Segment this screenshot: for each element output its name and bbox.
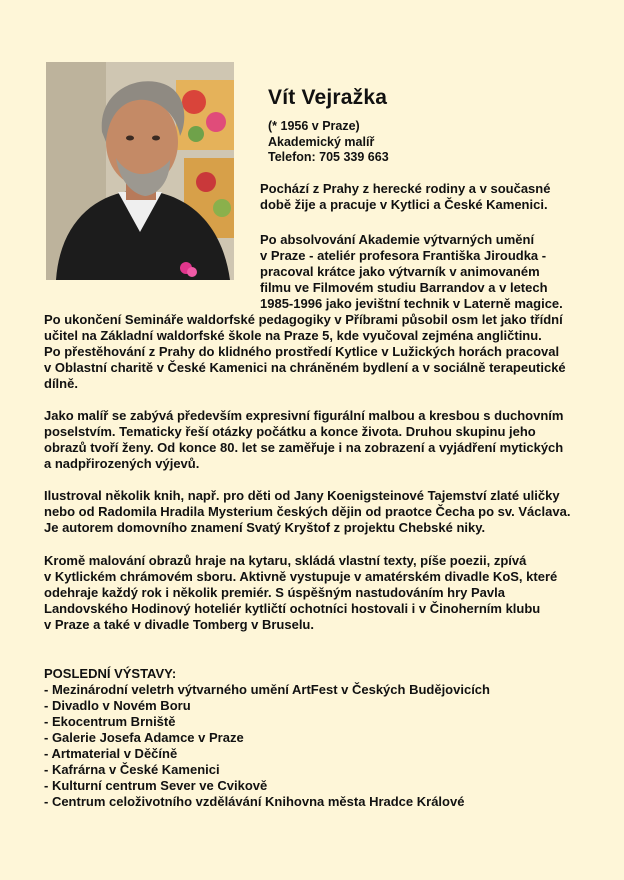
text-line: Ilustroval několik knih, např. pro děti od Jany Koenigsteinové Tajemství zlaté uličky <box>44 488 560 503</box>
exhibition-item: - Mezinárodní veletrh výtvarného umění ArtFest v Českých Budějovicích <box>44 682 490 697</box>
text-line: poselstvím. Tematicky řeší otázky počátku a konce života. Druhou skupinu jeho <box>44 424 536 439</box>
text-line: Kromě malování obrazů hraje na kytaru, skládá vlastní texty, píše poezii, zpívá <box>44 553 527 568</box>
artist-info <box>268 119 389 166</box>
bio-paragraph-2 <box>260 232 563 312</box>
exhibition-item: - Kafrárna v České Kamenici <box>44 762 220 777</box>
exhibition-item: - Galerie Josefa Adamce v Praze <box>44 730 244 745</box>
exhibitions-list <box>44 666 490 810</box>
exhibition-item: - Divadlo v Novém Boru <box>44 698 191 713</box>
text-line: v Praze a také v divadle Tomberg v Bruselu. <box>44 617 314 632</box>
text-line: dílně. <box>44 376 78 391</box>
text-line: Po ukončení Semináře waldorfské pedagogiky v Příbrami působil osm let jako třídní <box>44 312 563 327</box>
text-line: Pochází z Prahy z herecké rodiny a v současné <box>260 181 551 196</box>
text-line: Landovského Hodinový hoteliér kytličtí ochotníci hostovali i v Činoherním klubu <box>44 601 541 616</box>
phone-number: Telefon: 705 339 663 <box>268 150 389 164</box>
text-line: Po absolvování Akademie výtvarných umění <box>260 232 535 247</box>
text-line: v Oblastní charitě v České Kamenici na chráněném bydlení a v sociálně terapeutické <box>44 360 566 375</box>
text-line: 1985-1996 jako jevištní technik v Laterně magice. <box>260 296 563 311</box>
text-line: filmu ve Filmovém studiu Barrandov a v letech <box>260 280 548 295</box>
portrait-photo <box>46 62 234 280</box>
text-line: nebo od Radomila Hradila Mysterium českých dějin od praotce Čecha po sv. Václava. <box>44 504 571 519</box>
text-line: v Praze - ateliér profesora Františka Jiroudka - <box>260 248 547 263</box>
text-line: Je autorem domovního znamení Svatý Kryštof z projektu Chebské niky. <box>44 520 486 535</box>
text-line: Jako malíř se zabývá především expresivní figurální malbou a kresbou s duchovním <box>44 408 564 423</box>
text-line: a nadpřirozených výjevů. <box>44 456 200 471</box>
exhibition-item: - Kulturní centrum Sever ve Cvikově <box>44 778 268 793</box>
text-line: v Kytlickém chrámovém sboru. Aktivně vystupuje v amatérském divadle KoS, které <box>44 569 558 584</box>
birth-info: (* 1956 v Praze) <box>268 119 360 133</box>
bio-paragraph-6 <box>44 553 557 633</box>
bio-paragraph-5 <box>44 488 570 536</box>
bio-paragraph-3 <box>44 312 566 392</box>
exhibition-item: - Ekocentrum Brniště <box>44 714 176 729</box>
text-line: učitel na Základní waldorfské škole na Praze 5, kde vyučoval zejména angličtinu. <box>44 328 542 343</box>
text-line: obrazů tvoří ženy. Od konce 80. let se zaměřuje i na zobrazení a vyjádření mytických <box>44 440 564 455</box>
text-line: pracoval krátce jako výtvarník v animovaném <box>260 264 540 279</box>
exhibitions-heading: POSLEDNÍ VÝSTAVY: <box>44 666 177 681</box>
text-line: době žije a pracuje v Kytlici a České Kamenici. <box>260 197 548 212</box>
profession: Akademický malíř <box>268 134 375 149</box>
exhibition-item: - Centrum celoživotního vzdělávání Knihovna města Hradce Králové <box>44 794 465 809</box>
exhibition-item: - Artmaterial v Děčíně <box>44 746 178 761</box>
bio-paragraph-1 <box>260 181 550 213</box>
text-line: odehraje každý rok i několik premiér. S úspěšným nastudováním hry Pavla <box>44 585 505 600</box>
text-line: Po přestěhování z Prahy do klidného prostředí Kytlice v Lužických horách pracoval <box>44 344 560 359</box>
bio-paragraph-4 <box>44 408 563 472</box>
artist-name: Vít Vejražka <box>268 86 388 109</box>
